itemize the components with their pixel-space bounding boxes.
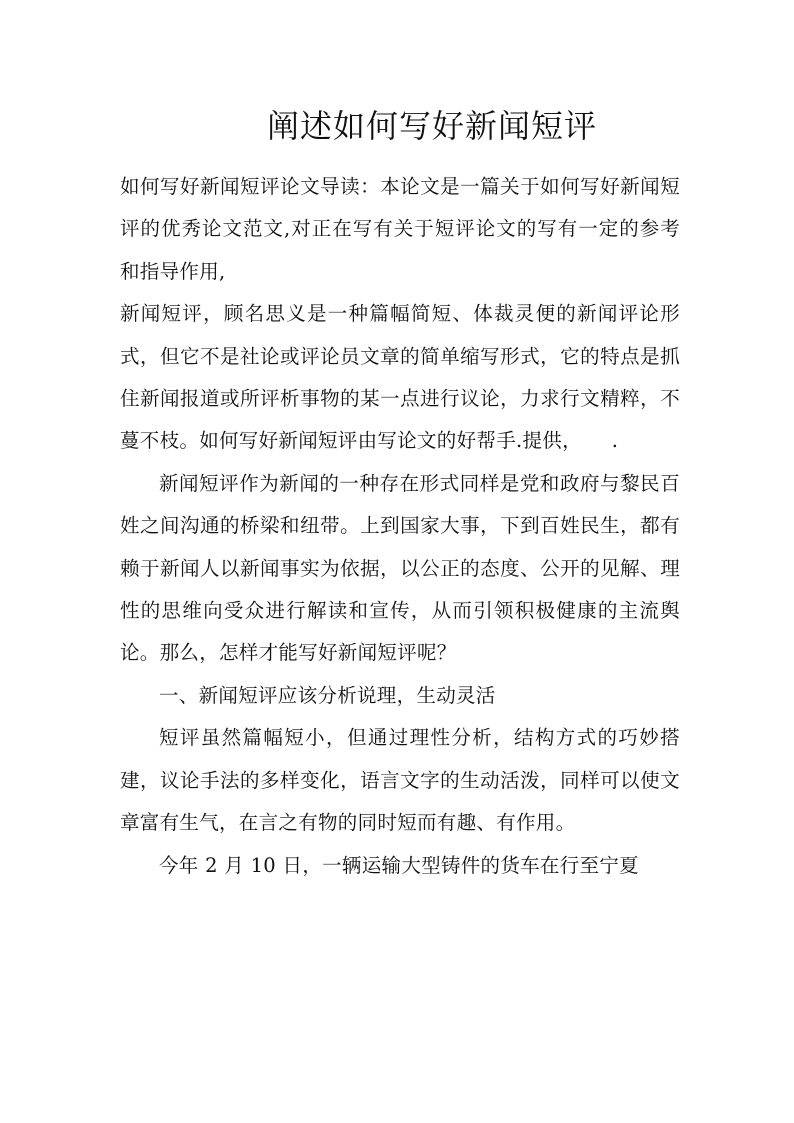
body-paragraph: 短评虽然篇幅短小，但通过理性分析，结构方式的巧妙搭建，议论手法的多样变化，语言文字的生动活泼，同样可以使文章富有生气，在言之有物的同时短而有趣、有作用。: [120, 726, 680, 835]
intro-paragraph: 如何写好新闻短评论文导读：本论文是一篇关于如何写好新闻短评的优秀论文范文,对正在写有关于短评论文的写有一定的参考和指导作用,: [120, 175, 680, 283]
body-paragraph: 今年 2 月 10 日，一辆运输大型铸件的货车在行至宁夏: [159, 853, 639, 877]
section-heading: 一、新闻短评应该分析说理，生动灵活: [159, 683, 496, 707]
definition-paragraph: 新闻短评，顾名思义是一种篇幅简短、体裁灵便的新闻评论形式，但它不是社论或评论员文章的简单缩写形式，它的特点是抓住新闻报道或所评析事物的某一点进行议论，力求行文精粹，不蔓不枝。如何写好新闻短评由写论文的好帮手.提供， .: [120, 302, 680, 453]
body-paragraph: 新闻短评作为新闻的一种存在形式同样是党和政府与黎民百姓之间沟通的桥梁和纽带。上到国家大事，下到百姓民生，都有赖于新闻人以新闻事实为依据，以公正的态度、公开的见解、理性的思维向受众进行解读和宣传，从而引领积极健康的主流舆论。那么，怎样才能写好新闻短评呢？: [120, 471, 680, 665]
document-body: [120, 166, 680, 887]
document-title: 阐述如何写好新闻短评: [266, 107, 597, 145]
